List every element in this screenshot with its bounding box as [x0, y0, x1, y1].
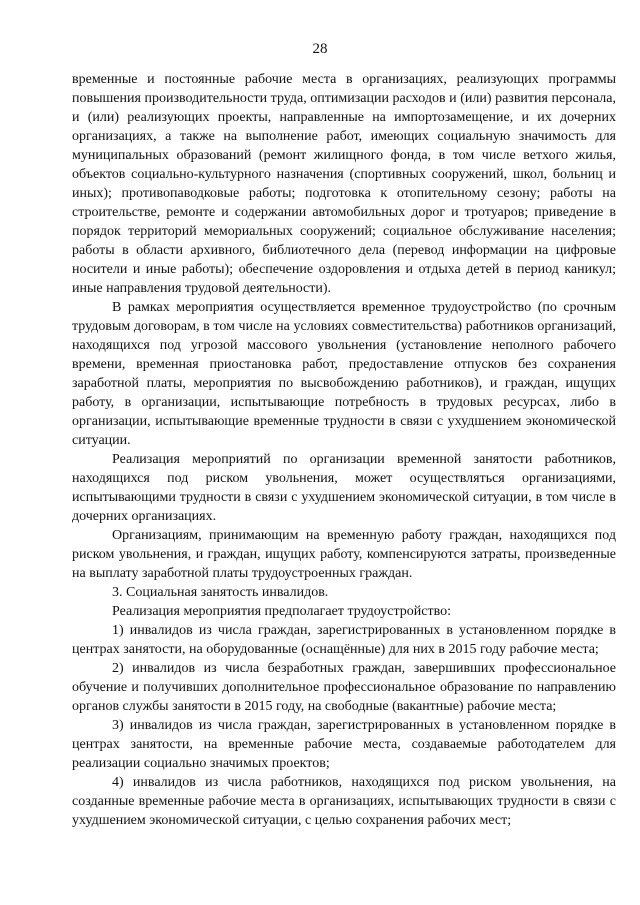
document-body	[72, 70, 616, 830]
list-item-1: 1) инвалидов из числа граждан, зарегистрированных в установленном порядке в центрах занятости, на оборудованные (оснащённые) для них в 2015 году рабочие места;	[72, 623, 616, 657]
list-item-4: 4) инвалидов из числа работников, находящихся под риском увольнения, на созданные временные рабочие места в организациях, испытывающих трудности в связи с ухудшением экономической ситуации, с целью сохранения рабочих мест;	[72, 775, 616, 828]
paragraph-implementation: Реализация мероприятий по организации временной занятости работников, находящихся под риском увольнения, может осуществляться организациями, испытывающими трудности в связи с ухудшением экономической ситуации, в том числе в дочерних организациях.	[72, 452, 616, 524]
paragraph-continuation: временные и постоянные рабочие места в организациях, реализующих программы повышения производительности труда, оптимизации расходов и (или) развития персонала, и (или) реализующих проекты, направленные на импортозамещение, и их дочерних организациях, а также на выполнение работ, имеющих социальную значимость для муниципальных образований (ремонт жилищного фонда, в том числе ветхого жилья, объектов социально-культурного назначения (спортивных сооружений, школ, больниц и иных); противопаводковые работы; подготовка к отопительному сезону; работы на строительстве, ремонте и содержании автомобильных дорог и тротуаров; приведение в порядок территорий мемориальных сооружений; социальное обслуживание населения; работы в области архивного, библиотечного дела (перевод информации на цифровые носители и иные работы); обеспечение оздоровления и отдыха детей в период каникул; иные направления трудовой деятельности).	[72, 72, 616, 296]
paragraph-list-intro: Реализация мероприятия предполагает трудоустройство:	[112, 604, 452, 619]
paragraph-temporary-employment: В рамках мероприятия осуществляется временное трудоустройство (по срочным трудовым договорам, в том числе на условиях совместительства) работников организаций, находящихся под угрозой массового увольнения (установление неполного рабочего времени, временная приостановка работ, предоставление отпусков без сохранения заработной платы, мероприятия по высвобождению работников), и граждан, ищущих работу, в организации, испытывающие потребность в трудовых ресурсах, либо в организации, испытывающие временные трудности в связи с ухудшением экономической ситуации.	[72, 300, 616, 448]
page-number: 28	[312, 41, 328, 57]
list-item-3: 3) инвалидов из числа граждан, зарегистрированных в установленном порядке в центрах занятости, на временные рабочие места, создаваемые работодателем для реализации социально значимых проектов;	[72, 718, 616, 771]
list-item-2: 2) инвалидов из числа безработных граждан, завершивших профессиональное обучение и получивших дополнительное профессиональное образование по направлению органов службы занятости в 2015 году, на свободные (вакантные) рабочие места;	[72, 661, 616, 714]
paragraph-compensation: Организациям, принимающим на временную работу граждан, находящихся под риском увольнения, и граждан, ищущих работу, компенсируются затраты, произведенные на выплату заработной платы трудоустроенных граждан.	[72, 528, 616, 581]
section-heading-social-employment: 3. Социальная занятость инвалидов.	[112, 585, 329, 600]
